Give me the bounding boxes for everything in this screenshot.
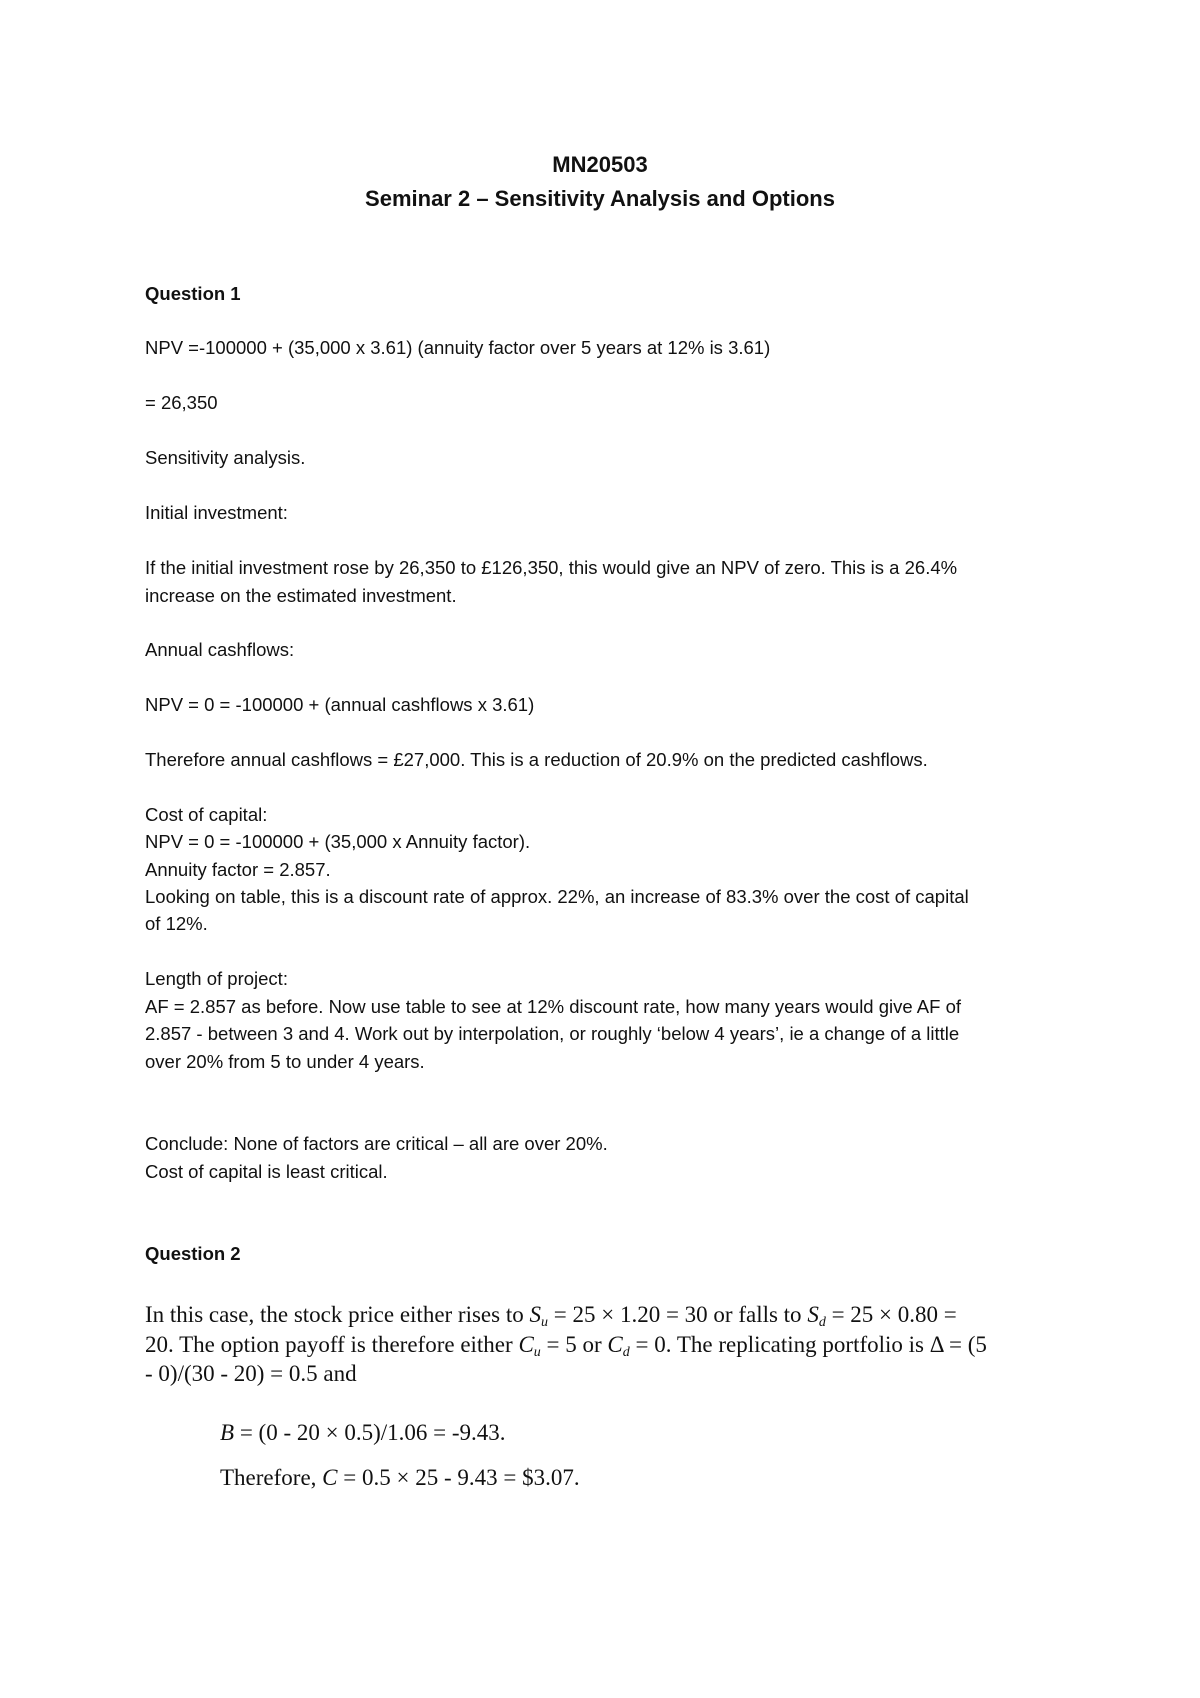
npv-result: = 26,350 bbox=[145, 392, 218, 413]
cost-of-capital-heading: Cost of capital: bbox=[145, 804, 268, 825]
question-2-heading: Question 2 bbox=[145, 1243, 241, 1264]
q2-line4: B = (0 - 20 × 0.5)/1.06 = -9.43. bbox=[220, 1420, 506, 1445]
length-of-project-line3: over 20% from 5 to under 4 years. bbox=[145, 1051, 425, 1072]
cost-of-capital-line2: of 12%. bbox=[145, 913, 208, 934]
q2-line5: Therefore, C = 0.5 × 25 - 9.43 = $3.07. bbox=[220, 1465, 580, 1490]
initial-investment-heading: Initial investment: bbox=[145, 502, 288, 523]
annual-cashflows-result: Therefore annual cashflows = £27,000. This is a reduction of 20.9% on the predicted cashflows. bbox=[145, 749, 928, 770]
initial-investment-line1: If the initial investment rose by 26,350 to £126,350, this would give an NPV of zero. This is a 26.4% bbox=[145, 557, 958, 578]
conclusion-line1: Conclude: None of factors are critical – all are over 20%. bbox=[145, 1133, 608, 1154]
q2-line3: - 0)/(30 - 20) = 0.5 and bbox=[145, 1361, 357, 1386]
course-code: MN20503 bbox=[552, 152, 648, 177]
conclusion-line2: Cost of capital is least critical. bbox=[145, 1161, 388, 1182]
cost-of-capital-line1: Looking on table, this is a discount rate of approx. 22%, an increase of 83.3% over the cost of capital bbox=[145, 886, 969, 907]
sensitivity-label: Sensitivity analysis. bbox=[145, 447, 306, 468]
cost-of-capital-equation: NPV = 0 = -100000 + (35,000 x Annuity factor). bbox=[145, 831, 531, 852]
length-of-project-line2: 2.857 - between 3 and 4. Work out by interpolation, or roughly ‘below 4 years’, ie a change of a little bbox=[145, 1023, 960, 1044]
q2-line1: In this case, the stock price either rises to $S_u = 25 \times 1.20 = 30$ or falls to $S_d = 25 \times 0.80$ = bbox=[145, 1302, 957, 1330]
annual-cashflows-equation: NPV = 0 = -100000 + (annual cashflows x 3.61) bbox=[145, 694, 535, 715]
length-of-project-heading: Length of project: bbox=[145, 968, 288, 989]
annuity-factor-line: Annuity factor = 2.857. bbox=[145, 859, 331, 880]
seminar-title: Seminar 2 – Sensitivity Analysis and Options bbox=[365, 186, 835, 211]
annual-cashflows-heading: Annual cashflows: bbox=[145, 639, 295, 660]
initial-investment-line2: increase on the estimated investment. bbox=[145, 585, 457, 606]
q2-line2: 20. The option payoff is therefore either $C_u = 5$ or $C_d = 0$. The replicating portfolio is Δ = (5 bbox=[145, 1332, 987, 1360]
length-of-project-line1: AF = 2.857 as before. Now use table to see at 12% discount rate, how many years would give AF of bbox=[145, 996, 961, 1017]
question-1-heading: Question 1 bbox=[145, 283, 241, 304]
npv-line: NPV =-100000 + (35,000 x 3.61) (annuity factor over 5 years at 12% is 3.61) bbox=[145, 337, 771, 358]
